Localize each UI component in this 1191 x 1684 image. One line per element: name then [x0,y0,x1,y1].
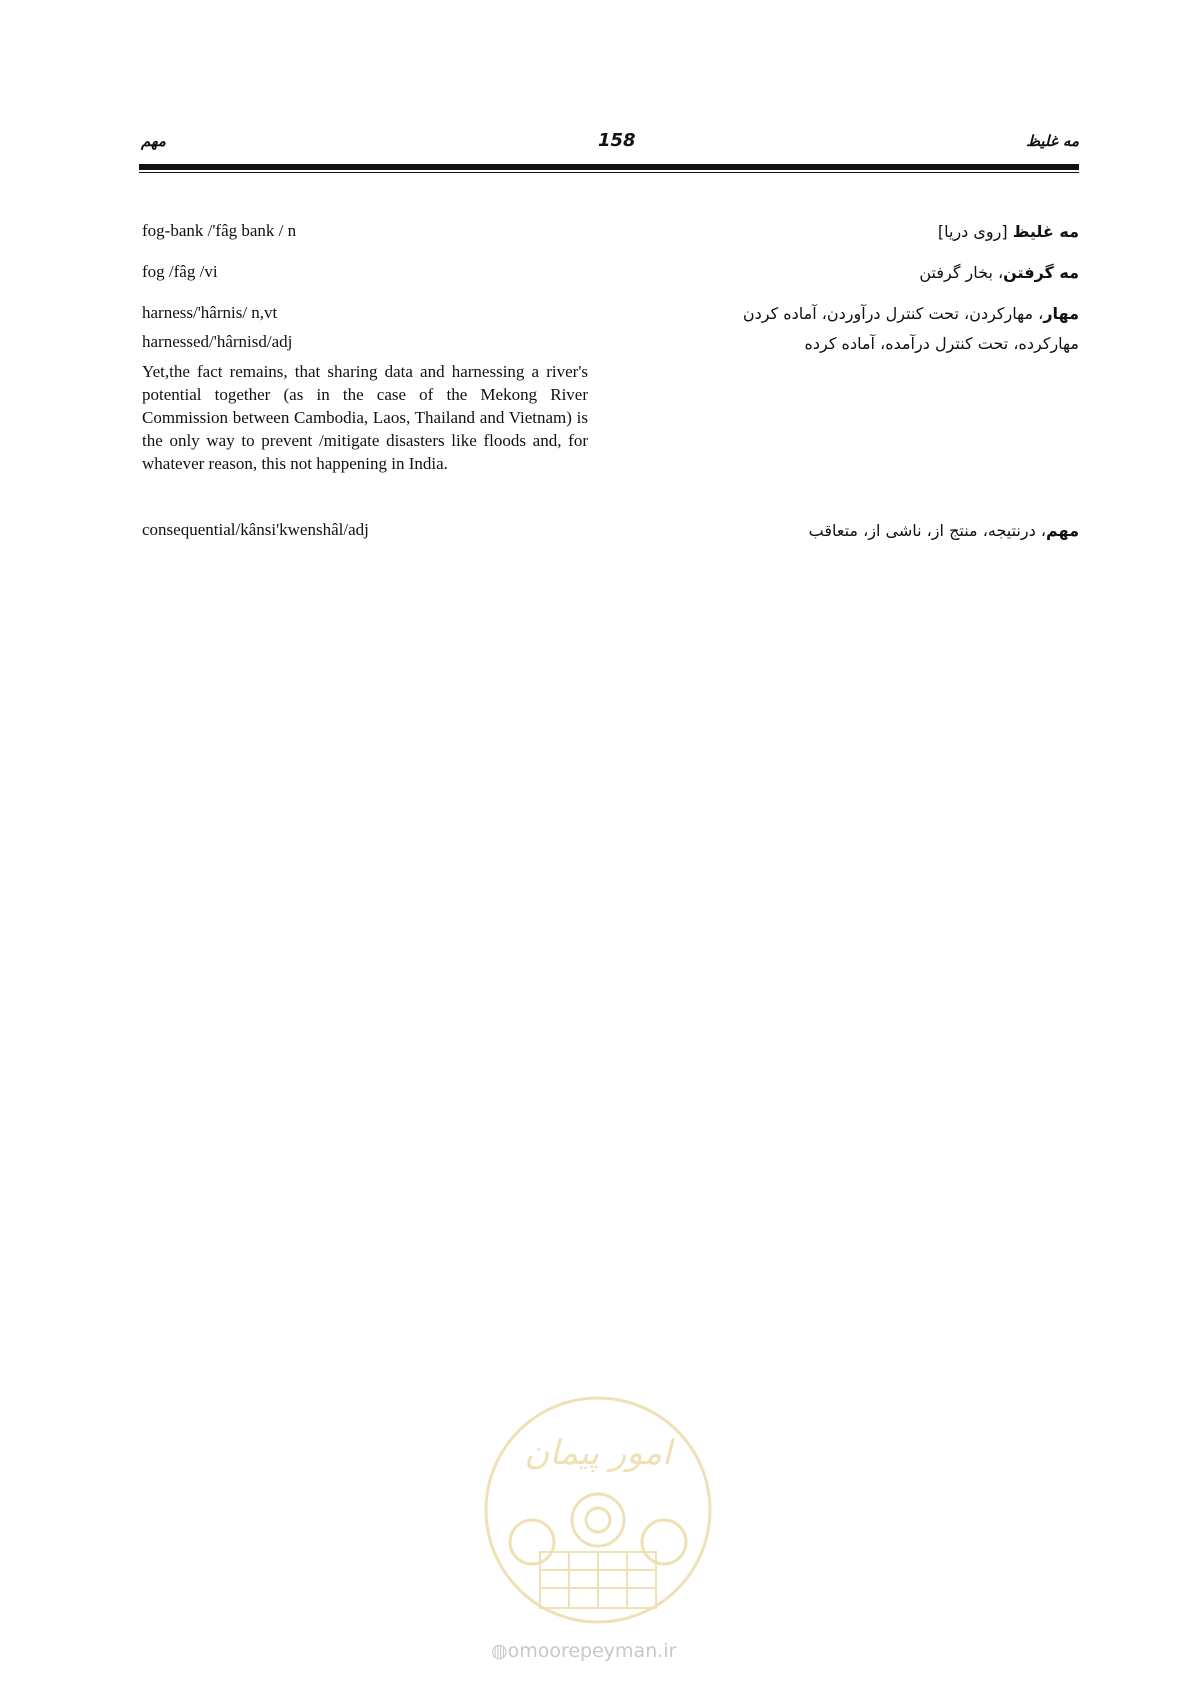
header-rule-thin [139,172,1079,173]
globe-icon: ◍ [491,1640,508,1662]
header-right-keyword: مه غلیظ [1026,132,1079,150]
entry-fa-harnessed [805,334,1079,354]
entry-fa-definition: [روی دریا] [937,222,1013,241]
entry-en-harnessed: harnessed/'hârnisd/adj [142,332,293,351]
watermark-logo [480,1392,716,1628]
entry-en-consequential: consequential/kânsi'kwenshâl/adj [142,520,369,539]
header-rule-thick [139,164,1079,170]
page-number: 158 [598,130,636,151]
entry-fa-fog-bank [938,222,1079,242]
entry-fa-definition: ، مهارکردن، تحت کنترل درآوردن، آماده کردن [742,304,1044,323]
example-paragraph: Yet,the fact remains, that sharing data and harnessing a river's potential together (as in the case of the Mekong River Commission between Cambodia, Laos, Thailand and Vietnam) is the only way to prevent /mitigate disasters like floods and, for whatever reason, this not happening in India. [142,362,588,473]
entry-en-fog-bank: fog-bank /'fâg bank / n [142,221,297,240]
watermark-url [491,1640,676,1662]
entry-fa-headword: مهم [1045,521,1079,540]
entry-fa-definition: مهارکرده، تحت کنترل درآمده، آماده کرده [804,334,1079,353]
entry-fa-fog [919,263,1079,283]
entry-fa-definition: ، درنتیجه، منتج از، ناشی از، متعاقب [808,521,1046,540]
grid-icon [540,1552,656,1608]
entry-fa-consequential [809,521,1079,541]
entry-fa-harness [743,304,1079,324]
entry-fa-definition: ، بخار گرفتن [919,263,1004,282]
watermark-url-text: omoorepeyman.ir [507,1640,677,1662]
watermark-script: امور پیمان [524,1433,672,1473]
header-left-keyword: مهم [141,132,166,150]
entry-en-fog: fog /fâg /vi [142,262,218,281]
entry-fa-headword: مه گرفتن [1003,263,1079,282]
entry-fa-headword: مه غلیظ [1012,222,1079,241]
entry-fa-headword: مهار [1043,304,1079,323]
entry-en-harness: harness/'hârnis/ n,vt [142,303,278,322]
